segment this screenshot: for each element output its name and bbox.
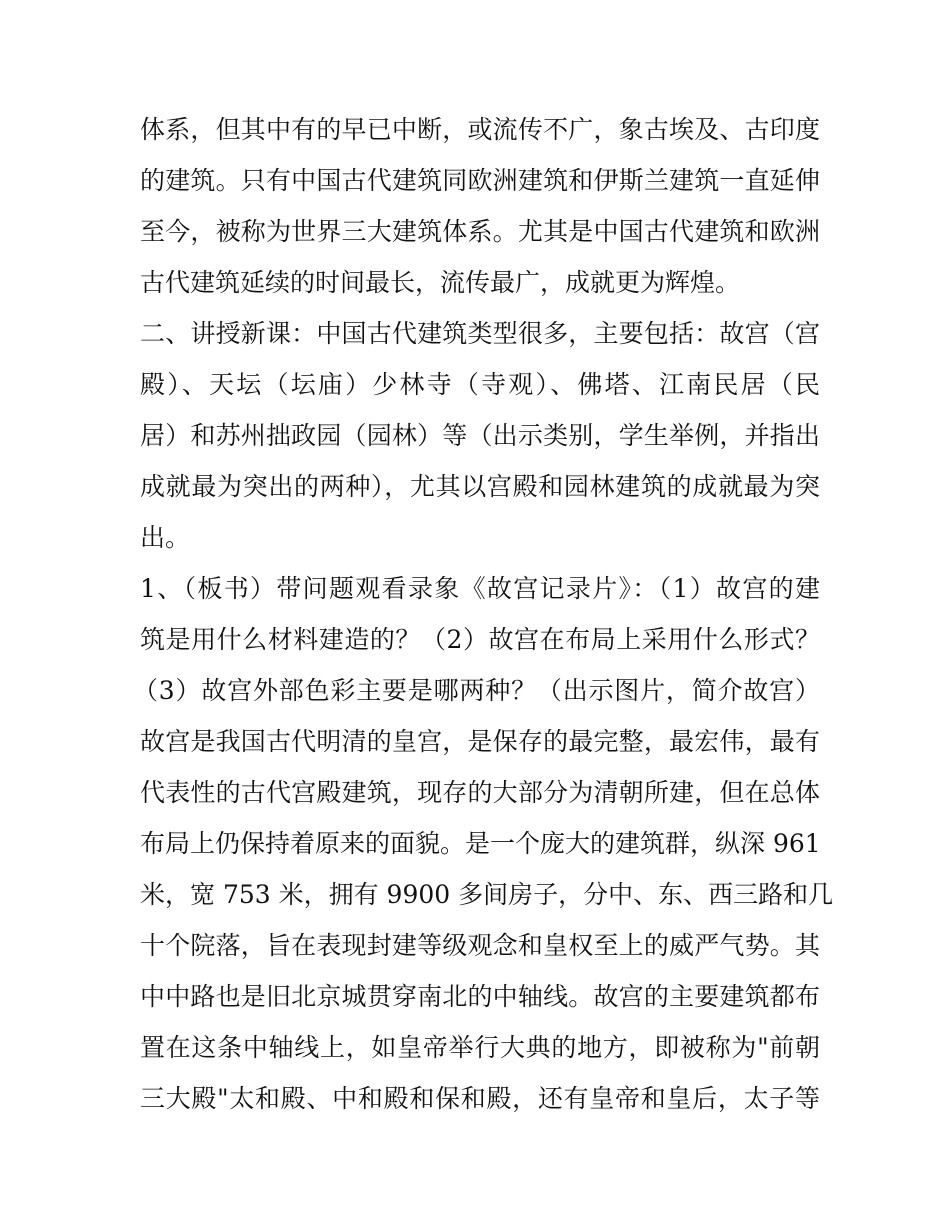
text-line: （3）故宫外部色彩主要是哪两种？（出示图片，简介故宫） <box>133 676 820 705</box>
text-line: 居）和苏州拙政园（园林）等（出示类别，学生举例，并指出 <box>140 421 820 450</box>
text-line: 十个院落，旨在表现封建等级观念和皇权至上的威严气势。其 <box>140 931 820 960</box>
text-line: 殿）、天坛（坛庙）少林寺（寺观）、佛塔、江南民居（民 <box>140 370 820 399</box>
text-line: 成就最为突出的两种），尤其以宫殿和园林建筑的成就最为突 <box>140 472 820 501</box>
text-line: 故宫是我国古代明清的皇宫，是保存的最完整，最宏伟，最有 <box>140 727 820 756</box>
text-line: 古代建筑延续的时间最长，流传最广，成就更为辉煌。 <box>140 268 741 297</box>
text-line: 置在这条中轴线上，如皇帝举行大典的地方，即被称为"前朝 <box>140 1033 820 1062</box>
text-line: 布局上仍保持着原来的面貌。是一个庞大的建筑群，纵深 961 <box>140 829 821 858</box>
text-line: 中中路也是旧北京城贯穿南北的中轴线。故宫的主要建筑都布 <box>140 982 820 1011</box>
text-line: 二、讲授新课：中国古代建筑类型很多，主要包括：故宫（宫 <box>140 319 820 348</box>
text-line: 至今，被称为世界三大建筑体系。尤其是中国古代建筑和欧洲 <box>140 217 820 246</box>
text-line: 1、（板书）带问题观看录象《故宫记录片》：（1）故宫的建 <box>140 574 820 603</box>
text-line: 的建筑。只有中国古代建筑同欧洲建筑和伊斯兰建筑一直延伸 <box>140 166 820 195</box>
text-line: 出。 <box>140 523 191 552</box>
text-line: 三大殿"太和殿、中和殿和保和殿，还有皇帝和皇后，太子等 <box>140 1084 820 1113</box>
text-line: 体系，但其中有的早已中断，或流传不广，象古埃及、古印度 <box>140 115 820 144</box>
text-line: 筑是用什么材料建造的？（2）故宫在布局上采用什么形式？ <box>140 625 820 654</box>
text-line: 米，宽 753 米，拥有 9900 多间房子，分中、东、西三路和几 <box>140 880 834 909</box>
text-line: 代表性的古代宫殿建筑，现存的大部分为清朝所建，但在总体 <box>140 778 820 807</box>
